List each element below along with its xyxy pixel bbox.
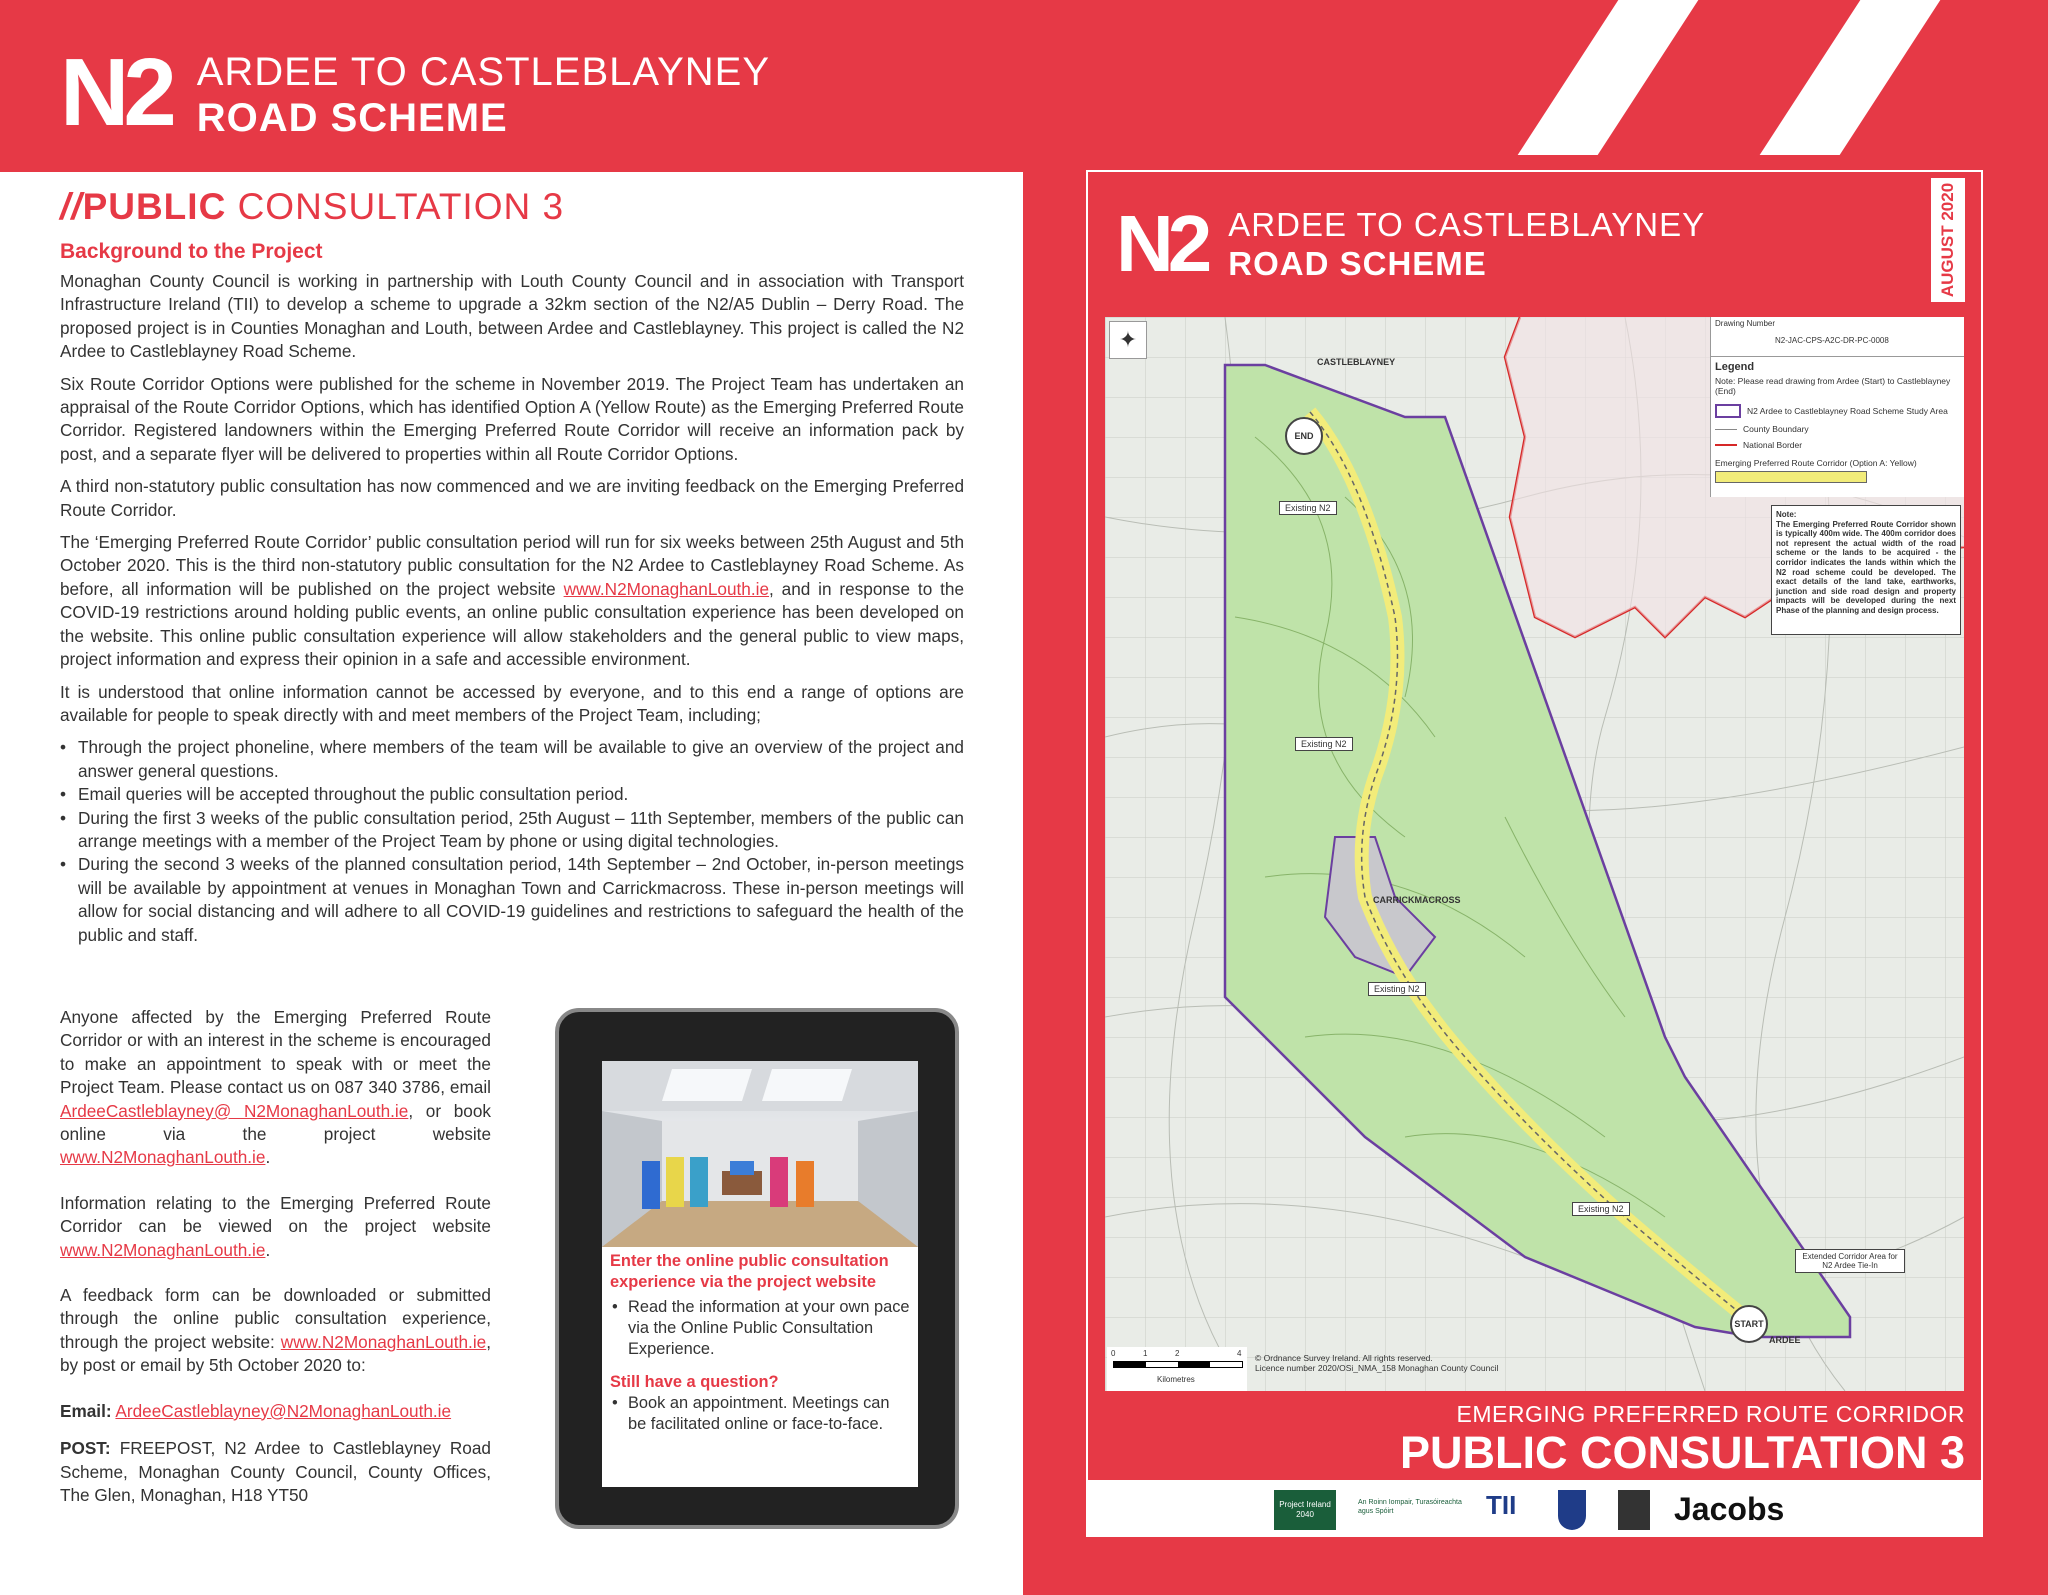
header-title-line2: ROAD SCHEME xyxy=(196,96,508,140)
scale-tick: 0 xyxy=(1111,1349,1116,1358)
map-legend xyxy=(1710,357,1964,497)
post-address xyxy=(60,1437,491,1507)
start-marker: START xyxy=(1730,1305,1768,1343)
list-item: • Through the project phoneline, where members of the team will be available to give an overview of the project and answer general questions. xyxy=(78,736,964,783)
monaghan-crest-icon xyxy=(1558,1490,1586,1530)
tii-logo: TII xyxy=(1486,1490,1517,1520)
left-column xyxy=(60,186,964,961)
end-marker: END xyxy=(1285,417,1323,455)
existing-n2-label: Existing N2 xyxy=(1295,737,1353,751)
title-prefix: // xyxy=(60,186,83,227)
n2-logo: N2 xyxy=(1116,199,1207,288)
scale-bar-graphic xyxy=(1113,1361,1243,1368)
poster-title: PUBLIC CONSULTATION 3 xyxy=(1400,1427,1965,1478)
paragraph: Six Route Corridor Options were published for the scheme in November 2019. The Project Team has undertaken an appraisal of the Route Corridor Options, which has identified Option A (Yellow Route) as the Emerging Preferred Route Corridor. Registered landowners within the Emerging Preferred Route Corridor will receive an information pack by post, and a separate flyer will be delivered to properties within all Route Corridor Options. xyxy=(60,373,964,464)
text-span: , by post or email by 5th October 2020 to: xyxy=(60,1331,491,1376)
paragraph: Monaghan County Council is working in partnership with Louth County Council and in association with Transport Infrastructure Ireland (TII) to develop a scheme to upgrade a 32km section of the N2/A5 Dublin – Derry Road. The proposed project is in Counties Monaghan and Louth, between Ardee and Castleblayney. This project is called the N2 Ardee to Castleblayney Road Scheme. xyxy=(60,271,964,362)
legend-label: County Boundary xyxy=(1743,424,1809,434)
scale-bar xyxy=(1107,1347,1247,1391)
text-span: Anyone affected by the Emerging Preferred Route Corridor or with an interest in the scheme is encouraged to make an appointment to speak with or meet the Project Team. Please contact us on 087 340 3786, email xyxy=(60,1007,491,1098)
text-span: . xyxy=(265,1147,271,1168)
legend-label: Emerging Preferred Route Corridor (Option A: Yellow) xyxy=(1715,458,1917,468)
legend-swatch xyxy=(1715,471,1867,483)
north-arrow-icon: ✦ xyxy=(1109,321,1147,359)
n2-logo: N2 xyxy=(60,39,171,146)
scale-tick: 2 xyxy=(1175,1349,1180,1358)
scale-tick: 1 xyxy=(1143,1349,1148,1358)
post-value: FREEPOST, N2 Ardee to Castleblayney Road Scheme, Monaghan County Council, County Offices, The Glen, Monaghan, H18 YT50 xyxy=(60,1438,491,1505)
poster xyxy=(1088,172,1981,1535)
text-span: A feedback form can be downloaded or submitted through the online public consultation experience, through the project website: xyxy=(60,1285,491,1352)
email-line xyxy=(60,1400,491,1423)
tablet-heading: Still have a question? xyxy=(610,1373,779,1391)
legend-swatch xyxy=(1715,444,1737,446)
list-item: • During the second 3 weeks of the planned consultation period, 14th September – 2nd October, in-person meetings will be available by appointment at venues in Monaghan Town and Carrickmacross. These in-person meetings will allow for social distancing and will adhere to all COVID-19 guidelines and restrictions to safeguard the health of the public and staff. xyxy=(78,853,964,947)
louth-crest-icon xyxy=(1618,1490,1650,1530)
text-span: Information relating to the Emerging Preferred Route Corridor can be viewed on the project website xyxy=(60,1192,491,1237)
scale-tick: 4 xyxy=(1237,1349,1242,1358)
website-link[interactable]: www.N2MonaghanLouth.ie xyxy=(563,578,770,599)
legend-item xyxy=(1715,424,1960,434)
scale-unit: Kilometres xyxy=(1157,1375,1195,1384)
text-span: , and in response to the COVID-19 restrictions around holding public events, an online public consultation experience has been developed on the website. This online public consultation experience will allow stakeholders and the general public to view maps, project information and express their opinion in a safe and accessible environment. xyxy=(60,578,964,670)
poster-logo-block xyxy=(1116,199,1706,288)
poster-title-line2: ROAD SCHEME xyxy=(1228,245,1487,282)
paragraph xyxy=(60,1284,491,1378)
tablet-heading: Enter the online public consultation experience via the project website xyxy=(610,1252,889,1291)
copyright-line: © Ordnance Survey Ireland. All rights reserved. xyxy=(1255,1353,1433,1363)
page-title xyxy=(60,186,964,228)
website-link[interactable]: www.N2MonaghanLouth.ie xyxy=(60,1239,266,1260)
town-label: CASTLEBLAYNEY xyxy=(1317,357,1396,367)
paragraph: A third non-statutory public consultation has now commenced and we are inviting feedback on the Emerging Preferred Route Corridor. xyxy=(60,476,964,520)
town-label: CARRICKMACROSS xyxy=(1373,895,1461,905)
contact-column xyxy=(60,1006,491,1529)
header-logo-block xyxy=(60,39,771,146)
poster-title-line1: ARDEE TO CASTLEBLAYNEY xyxy=(1228,206,1706,243)
legend-swatch xyxy=(1715,429,1737,430)
paragraph xyxy=(60,1192,491,1262)
existing-n2-label: Existing N2 xyxy=(1572,1202,1630,1216)
section-heading: Background to the Project xyxy=(60,240,323,263)
options-list xyxy=(60,736,964,947)
title-light: CONSULTATION 3 xyxy=(237,186,565,227)
list-item: • Email queries will be accepted throughout the public consultation period. xyxy=(78,783,964,806)
legend-title: Legend xyxy=(1715,361,1755,373)
legend-swatch xyxy=(1715,404,1741,418)
copyright xyxy=(1255,1353,1498,1373)
legend-item xyxy=(1715,440,1960,450)
town-label: ARDEE xyxy=(1769,1335,1801,1345)
website-link[interactable]: www.N2MonaghanLouth.ie xyxy=(60,1147,266,1168)
virtual-room-image xyxy=(602,1061,918,1247)
date-tab xyxy=(1931,178,1965,302)
tablet-bullet: • Book an appointment. Meetings can be facilitated online or face-to-face. xyxy=(628,1393,910,1435)
jacobs-logo: Jacobs xyxy=(1674,1491,1785,1527)
tablet-illustration xyxy=(555,1008,959,1529)
legend-label: National Border xyxy=(1743,440,1803,450)
room-illustration xyxy=(602,1061,918,1247)
post-label: POST: xyxy=(60,1438,111,1459)
legend-note: Note: Please read drawing from Ardee (Start) to Castleblayney (End) xyxy=(1715,376,1951,396)
route-map xyxy=(1105,317,1964,1391)
department-logo: An Roinn Iompair, Turasóireachta agus Spóirt xyxy=(1358,1499,1462,1515)
list-item: • During the first 3 weeks of the public consultation period, 25th August – 11th September, members of the public can arrange meetings with a member of the Project Team by phone or using digital technologies. xyxy=(78,807,964,854)
email-link[interactable]: ArdeeCastleblayney@ N2MonaghanLouth.ie xyxy=(60,1100,409,1121)
project-ireland-logo: Project Ireland 2040 xyxy=(1274,1490,1336,1530)
legend-label: N2 Ardee to Castleblayney Road Scheme Study Area xyxy=(1747,406,1948,416)
email-link[interactable]: ArdeeCastleblayney@N2MonaghanLouth.ie xyxy=(115,1400,452,1421)
website-link[interactable]: www.N2MonaghanLouth.ie xyxy=(280,1331,487,1352)
existing-n2-label: Existing N2 xyxy=(1279,501,1337,515)
poster-subtitle: EMERGING PREFERRED ROUTE CORRIDOR xyxy=(1456,1401,1965,1427)
drawing-number-label: Drawing Number xyxy=(1715,319,1776,328)
tablet-bullet: • Read the information at your own pace via the Online Public Consultation Experience. xyxy=(628,1297,910,1360)
text-span: , or book online via the project website xyxy=(60,1100,491,1145)
date-tab-text: AUGUST 2020 xyxy=(1938,182,1957,298)
existing-n2-label: Existing N2 xyxy=(1368,982,1426,996)
note-text: The Emerging Preferred Route Corridor shown is typically 400m wide. The 400m corridor does not represent the actual width of the road scheme or the lands to be acquired - the corridor indicates the lands within which the N2 road scheme could be developed. The exact details of the land take, earthworks, junction and side road design and property impacts will be developed during the next Phase of the planning and design process. xyxy=(1776,519,1956,615)
drawing-number-box xyxy=(1710,317,1964,357)
paragraph: It is understood that online information cannot be accessed by everyone, and to this end a range of options are available for people to speak directly with and meet members of the Project Team, including; xyxy=(60,681,964,725)
drawing-number: N2-JAC-CPS-A2C-DR-PC-0008 xyxy=(1775,336,1889,345)
note-title: Note: xyxy=(1776,510,1797,519)
tablet-content xyxy=(602,1251,918,1435)
text-span: . xyxy=(265,1239,271,1260)
extended-corridor-label: Extended Corridor Area for N2 Ardee Tie-In xyxy=(1795,1249,1905,1273)
paragraph xyxy=(60,1006,491,1170)
header-title-line1: ARDEE TO CASTLEBLAYNEY xyxy=(196,50,771,94)
copyright-line: Licence number 2020/OSi_NMA_158 Monaghan County Council xyxy=(1255,1363,1499,1373)
map-note-box xyxy=(1771,505,1961,635)
partner-logos xyxy=(1088,1480,1981,1535)
email-label: Email: xyxy=(60,1400,112,1421)
tablet-screen xyxy=(602,1061,918,1487)
paragraph xyxy=(60,531,964,671)
legend-item xyxy=(1715,404,1960,418)
title-bold: PUBLIC xyxy=(82,186,227,227)
text-span: The ‘Emerging Preferred Route Corridor’ public consultation period will run for six weeks between 25th August and 5th October 2020. This is the third non-statutory public consultation for the N2 Ardee to Castleblayney Road Scheme. As before, all information will be published on the project website xyxy=(60,532,964,599)
